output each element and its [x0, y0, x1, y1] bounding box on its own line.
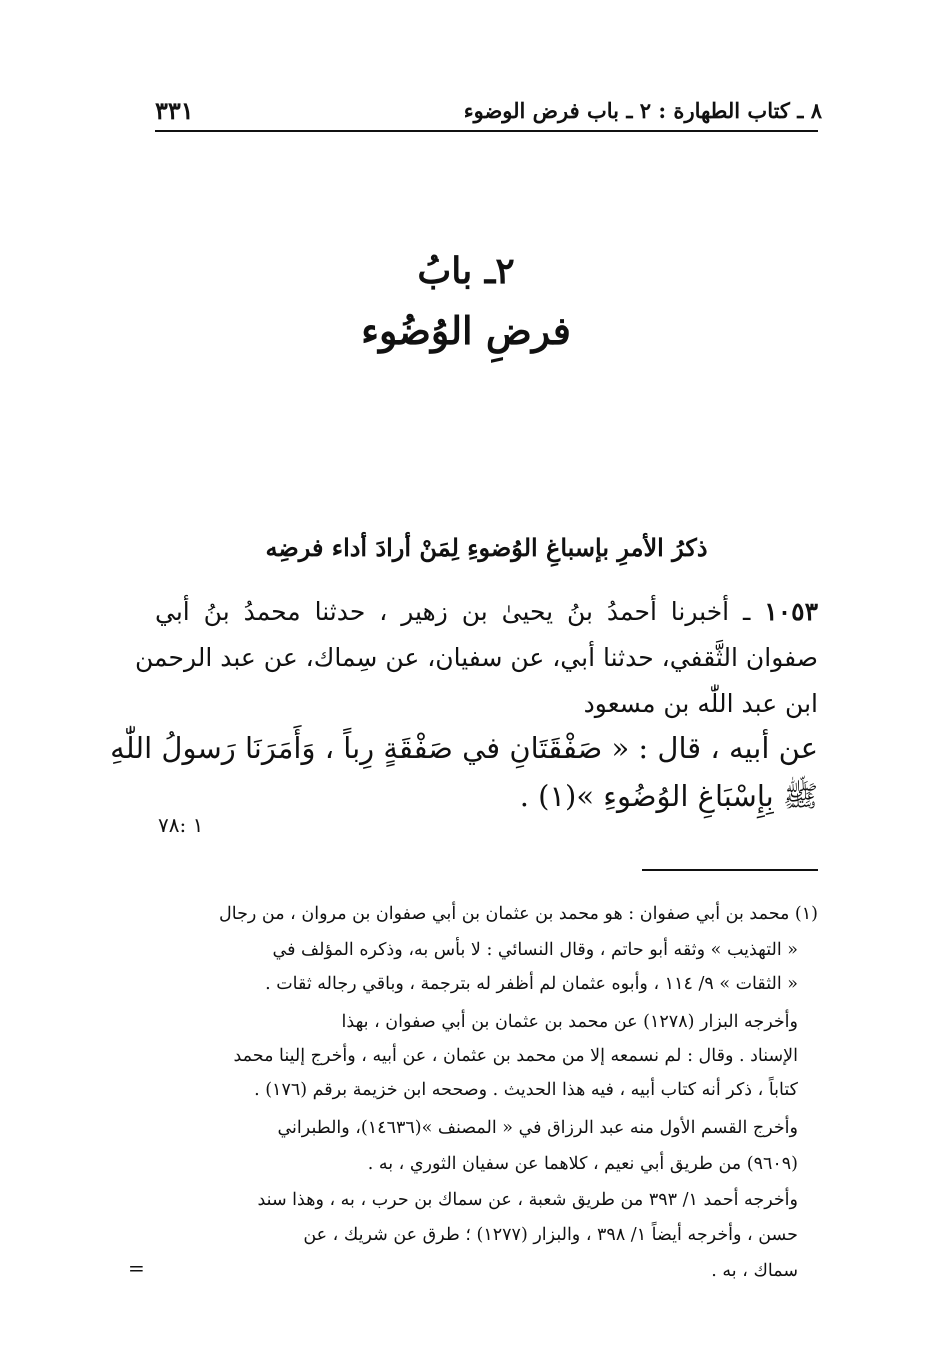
hadith-line-3: ابن عبد اللّٰه بن مسعود [583, 689, 818, 718]
footnote-line: وأخرجه أحمد ١/ ٣٩٣ من طريق شعبة ، عن سماك بن حرب ، به ، وهذا سند [257, 1190, 798, 1210]
footnote-line: (٩٦٠٩) من طريق أبي نعيم ، كلاهما عن سفيان الثوري ، به . [367, 1154, 798, 1174]
hadith-line-1 [155, 597, 818, 626]
hadith-number: ١٠٥٣ [764, 597, 818, 626]
hadith-reference: ١ :٧٨ [158, 813, 204, 837]
footnote-line: « التهذيب » وثقه أبو حاتم ، وقال النسائي : لا بأس به، وذكره المؤلف في [272, 940, 798, 960]
footnote-line: حسن ، وأخرجه أيضاً ١/ ٣٩٨ ، والبزار (١٢٧٧) ؛ طرق عن شريك ، عن [303, 1225, 798, 1245]
footnote-divider [642, 869, 818, 871]
header-divider [155, 130, 818, 132]
chapter-title: فرضِ الوُضُوء [361, 308, 571, 353]
footnote-line: وأخرجه البزار (١٢٧٨) عن محمد بن عثمان بن أبي صفوان ، بهذا [341, 1012, 798, 1032]
hadith-text-1: ـ أخبرنا أحمدُ بنُ يحيىٰ بن زهير ، حدثنا محمدُ بنُ أبي [155, 597, 765, 626]
running-title: ٨ ـ كتاب الطهارة : ٢ ـ باب فرض الوضوء [463, 98, 822, 123]
footnote-line: كتاباً ، ذكر أنه كتاب أبيه ، فيه هذا الحديث . وصححه ابن خزيمة برقم (١٧٦) . [254, 1080, 798, 1100]
footnote-line: « الثقات » ٩/ ١١٤ ، وأبوه عثمان لم أظفر له بترجمة ، وباقي رجاله ثقات . [265, 974, 798, 994]
section-heading: ذكرُ الأمرِ بإسباغِ الوُضوءِ لِمَنْ أرادَ أداء فرضِه [265, 533, 708, 562]
footnote-line: وأخرج القسم الأول منه عبد الرزاق في « المصنف »(١٤٦٣٦)، والطبراني [277, 1118, 798, 1138]
footnote-line: سماك ، به . [711, 1261, 798, 1281]
continuation-mark: = [128, 1256, 145, 1280]
chapter-number: ٢ـ بابُ [417, 250, 515, 292]
hadith-line-5: ﷺ بِإِسْبَاغِ الوُضُوءِ »(١) . [519, 779, 818, 813]
hadith-line-2: صفوان الثَّقفي، حدثنا أبي، عن سفيان، عن سِماك، عن عبد الرحمن [135, 643, 818, 672]
hadith-line-4: عن أبيه ، قال : « صَفْقَتَانِ في صَفْقَةٍ رِباً ، وَأَمَرَنَا رَسولُ اللّٰهِ [110, 731, 818, 765]
footnote-line: الإسناد . وقال : لم نسمعه إلا من محمد بن عثمان ، عن أبيه ، وأخرج إلينا محمد [233, 1046, 798, 1066]
footnote-line: (١) محمد بن أبي صفوان : هو محمد بن عثمان بن أبي صفوان بن مروان ، من رجال [219, 904, 818, 924]
page-number: ٣٣١ [155, 96, 194, 125]
